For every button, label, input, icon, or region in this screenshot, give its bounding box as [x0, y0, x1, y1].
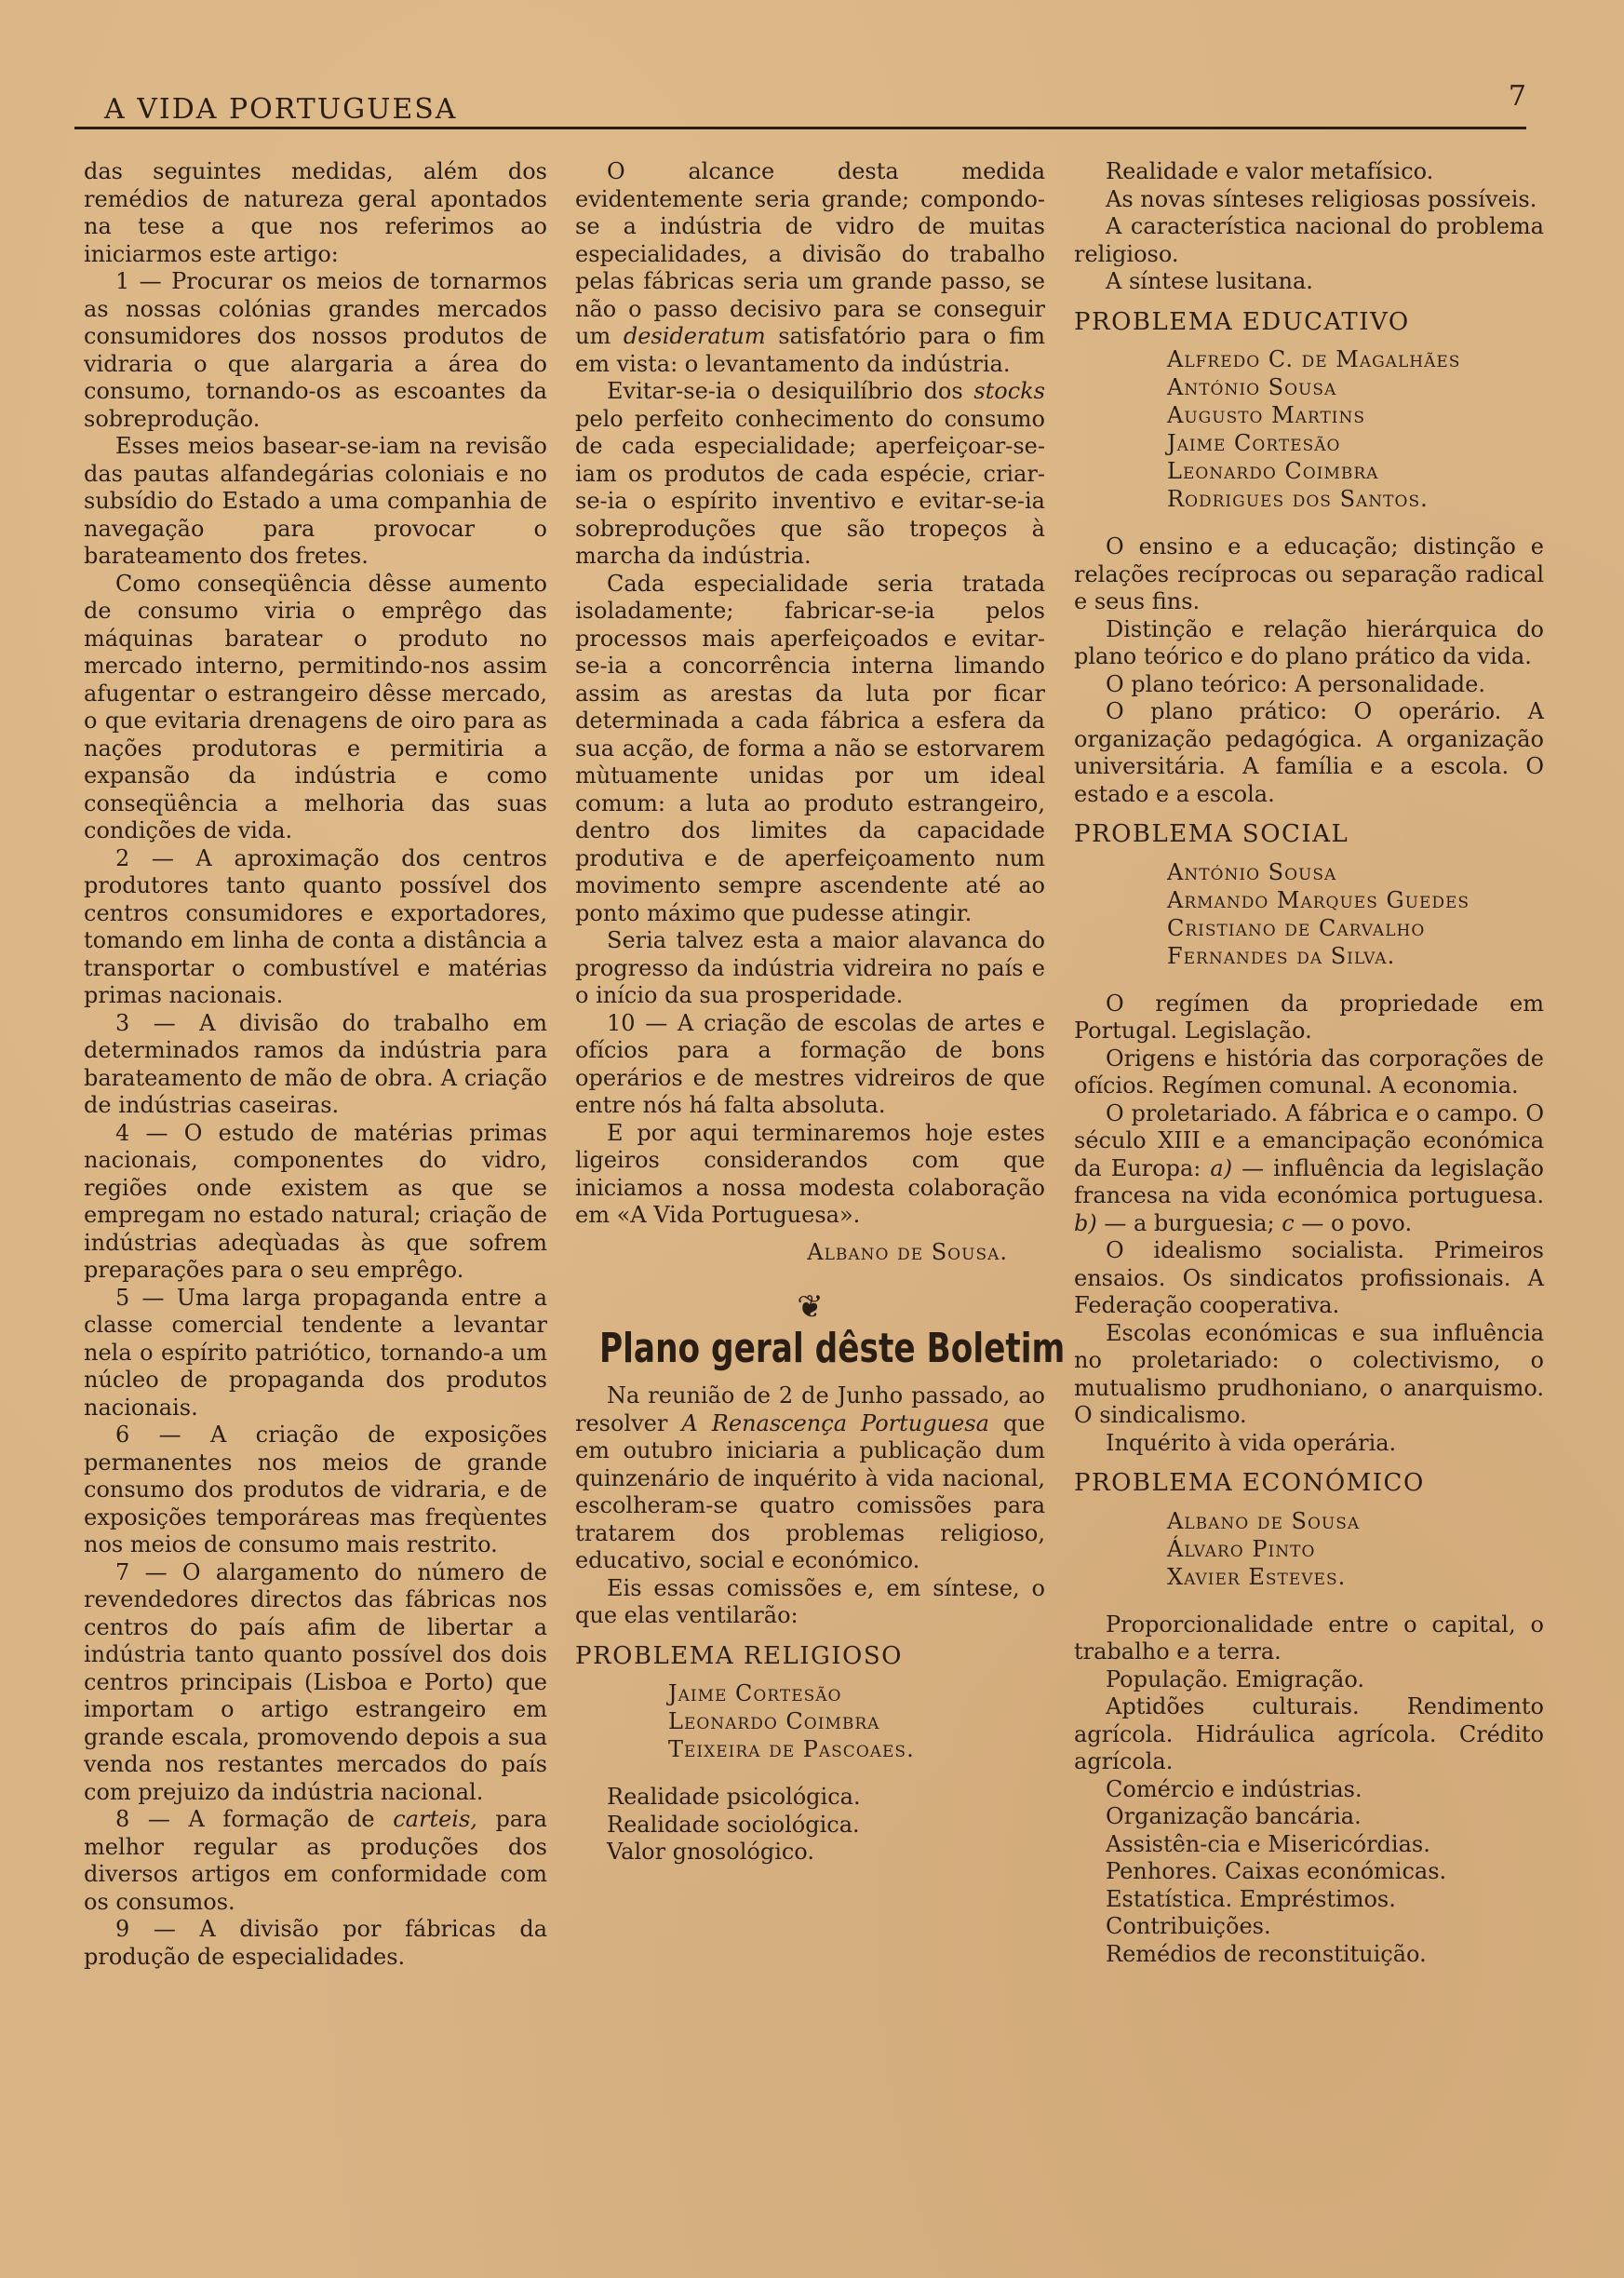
paragraph: 1 — Procurar os meios de tornarmos as nossas colónias grandes mercados consumidores dos nossos produtos de vidraria o que alargaria a área do consumo, tornando-os as escoantes da sobreprodução. — [84, 268, 547, 432]
paragraph: Seria talvez esta a maior alavanca do progresso da indústria vidreira no país e o início da sua prosperidade. — [575, 927, 1045, 1008]
member-name: António Sousa — [1167, 858, 1337, 885]
member-name: Leonardo Coimbra — [1167, 458, 1379, 484]
paragraph: 2 — A aproximação dos centros produtores tanto quanto possível dos centros consumidores e exportadores, tomando em linha de conta a distância a transportar o combustível e matérias primas nacionais. — [84, 844, 547, 1008]
topic: O plano prático: O operário. A organização pedagógica. A organização universitária. A família e a escola. O estado e a escola. — [1074, 698, 1544, 807]
heading-religious: PROBLEMA RELIGIOSO — [575, 1641, 903, 1670]
paragraph: 6 — A criação de exposições permanentes nos meios de grande consumo dos produtos de vidraria, e de exposições temporáreas mas freqùentes nos meios de consumo mais restrito. — [84, 1422, 547, 1557]
topic: Proporcionalidade entre o capital, o trabalho e a terra. — [1074, 1611, 1544, 1665]
paragraph: 3 — A divisão do trabalho em determinados ramos da indústria para barateamento de mão de obra. A criação de indústrias caseiras. — [84, 1009, 547, 1118]
topic: Inquérito à vida operária. — [1106, 1429, 1397, 1456]
topic: Realidade e valor metafísico. — [1106, 158, 1434, 184]
masthead: A VIDA PORTUGUESA — [104, 93, 458, 126]
topic: Organização bancária. — [1106, 1803, 1362, 1829]
paragraph: Na reunião de 2 de Junho passado, ao resolver A Renascença Portuguesa que em outubro iniciaria a publicação dum quinzenário de inquérito à vida nacional, escolheram-se quatro comissões para tratarem dos problemas religioso, educativo, social e económico. — [575, 1382, 1045, 1573]
topic: O idealismo socialista. Primeiros ensaios. Os sindicatos profissionais. A Federação cooperativa. — [1074, 1237, 1544, 1318]
topic: Penhores. Caixas económicas. — [1106, 1858, 1447, 1884]
members-religious — [668, 1679, 1045, 1763]
column-2 — [575, 158, 1066, 1867]
topic: Estatística. Empréstimos. — [1106, 1885, 1396, 1912]
topic: Origens e história das corporações de ofícios. Regímen comunal. A economia. — [1074, 1045, 1544, 1099]
topic: O regímen da propriedade em Portugal. Legislação. — [1074, 990, 1544, 1044]
topic: Realidade sociológica. — [607, 1811, 860, 1838]
paragraph: das seguintes medidas, além dos remédios de natureza geral apontados na tese a que nos referimos ao iniciarmos este artigo: — [84, 158, 547, 267]
member-name: Rodrigues dos Santos. — [1167, 486, 1429, 512]
column-1 — [84, 158, 547, 1971]
member-name: António Sousa — [1167, 374, 1337, 400]
topic: Aptidões culturais. Rendimento agrícola. Hidráulica agrícola. Crédito agrícola. — [1074, 1693, 1544, 1774]
paragraph: Como conseqüência dêsse aumento de consumo viria o emprêgo das máquinas baratear o produto no mercado interno, permitindo-nos assim afugentar o estrangeiro dêsse mercado, o que evitaria drenagens de oiro para as nações produtoras e permitiria a expansão da indústria e como conseqüência a melhoria das suas condições de vida. — [84, 570, 547, 843]
author-signature: Albano de Sousa. — [807, 1238, 1008, 1265]
members-educational — [1167, 345, 1544, 513]
paragraph: Esses meios basear-se-iam na revisão das pautas alfandegárias coloniais e no subsídio do Estado a uma companhia de navegação para provocar o barateamento dos fretes. — [84, 433, 547, 569]
heading-educational: PROBLEMA EDUCATIVO — [1074, 307, 1410, 336]
topic: O plano teórico: A personalidade. — [1106, 670, 1485, 697]
member-name: Teixeira de Pascoaes. — [668, 1736, 915, 1762]
paragraph: 8 — A formação de carteis, para melhor regular as produções dos diversos artigos em conformidade com os consumos. — [84, 1806, 547, 1915]
members-economic — [1167, 1507, 1544, 1591]
paragraph: E por aqui terminaremos hoje estes ligeiros considerandos com que iniciamos a nossa modesta colaboração em «A Vida Portuguesa». — [575, 1119, 1045, 1228]
column-3 — [1074, 158, 1544, 1968]
member-name: Armando Marques Guedes — [1167, 886, 1470, 913]
topic: A característica nacional do problema religioso. — [1074, 213, 1544, 267]
topic: Distinção e relação hierárquica do plano teórico e do plano prático da vida. — [1074, 615, 1544, 669]
page-number: 7 — [1508, 80, 1526, 113]
members-social — [1167, 858, 1544, 970]
member-name: Cristiano de Carvalho — [1167, 914, 1426, 941]
paragraph: 10 — A criação de escolas de artes e ofícios para a formação de bons operários e de mestres vidreiros de que entre nós há falta absoluta. — [575, 1009, 1045, 1118]
member-name: Álvaro Pinto — [1167, 1535, 1316, 1562]
member-name: Xavier Esteves. — [1167, 1563, 1347, 1590]
header-rule — [74, 127, 1526, 129]
heading-economic: PROBLEMA ECONÓMICO — [1074, 1469, 1425, 1497]
member-name: Albano de Sousa — [1167, 1507, 1361, 1534]
member-name: Jaime Cortesão — [668, 1680, 842, 1706]
topic: População. Emigração. — [1106, 1665, 1364, 1692]
paragraph: Cada especialidade seria tratada isoladamente; fabricar-se-ia pelos processos mais aperfeiçoados e evitar-se-ia a concorrência interna limando assim as arestas da luta por ficar determinada a cada fábrica a esfera da sua acção, de forma a não se estorvarem mùtuamente unidas por um ideal comum: a luta ao produto estrangeiro, dentro dos limites da capacidade produtiva e de aperfeiçoamento num movimento sempre ascendente até ao ponto máximo que pudesse atingir. — [575, 570, 1045, 926]
member-name: Augusto Martins — [1167, 402, 1366, 428]
paragraph: Eis essas comissões e, em síntese, o que elas ventilarão: — [575, 1574, 1045, 1628]
member-name: Leonardo Coimbra — [668, 1708, 880, 1734]
topic: Remédios de reconstituição. — [1106, 1940, 1427, 1967]
topic: Contribuições. — [1106, 1913, 1271, 1939]
paragraph: 7 — O alargamento do número de revendedores directos das fábricas nos centros do país afim de libertar a indústria tanto quanto possível dos dois centros principais (Lisboa e Porto) que importam o artigo estrangeiro em grande escala, promovendo depois a sua venda nos restantes mercados do país com prejuizo da indústria nacional. — [84, 1558, 547, 1805]
topic: As novas sínteses religiosas possíveis. — [1106, 185, 1537, 212]
topic: Assistên-cia e Misericórdias. — [1106, 1830, 1430, 1857]
member-name: Fernandes da Silva. — [1167, 942, 1396, 969]
paragraph: 5 — Uma larga propaganda entre a classe comercial tendente a levantar nela o espírito patriótico, tornando-a um núcleo de propaganda dos produtos nacionais. — [84, 1284, 547, 1421]
member-name: Alfredo C. de Magalhães — [1167, 346, 1461, 372]
paragraph: O alcance desta medida evidentemente seria grande; compondo-se a indústria de vidro de muitas especialidades, a divisão do trabalho pelas fábricas seria um grande passo, se não o passo decisivo para se conseguir um desideratum satisfatório para o fim em vista: o levantamento da indústria. — [575, 158, 1046, 377]
topic: Realidade psicológica. — [607, 1784, 861, 1810]
topic: O ensino e a educação; distinção e relações recíprocas ou separação radical e seus fins. — [1074, 533, 1544, 614]
topic: Valor gnosológico. — [607, 1839, 814, 1865]
paragraph: 9 — A divisão por fábricas da produção de especialidades. — [84, 1916, 547, 1970]
paragraph: Evitar-se-ia o desiquilíbrio dos stocks pelo perfeito conhecimento do consumo de cada especialidade; aperfeiçoar-se-iam os produtos de cada espécie, criar-se-ia o espírito inventivo e evitar-se-ia sobreproduções que são tropeços à marcha da indústria. — [575, 378, 1045, 569]
heading-social: PROBLEMA SOCIAL — [1074, 820, 1349, 848]
section-title: Plano geral dêste Boletim — [599, 1324, 1066, 1372]
fleuron-icon: ❦ — [797, 1288, 824, 1326]
member-name: Jaime Cortesão — [1167, 430, 1341, 456]
topic: A síntese lusitana. — [1106, 268, 1313, 294]
topic: Comércio e indústrias. — [1106, 1775, 1362, 1802]
paragraph: 4 — O estudo de matérias primas nacionais, componentes do vidro, regiões onde existem as que se empregam no estado natural; criação de indústrias adeqùadas às que sofrem preparações para o seu emprêgo. — [84, 1119, 547, 1283]
page-header — [74, 80, 1526, 127]
topic: O proletariado. A fábrica e o campo. O século XIII e a emancipação económica da Europa: a) — influência da legislação francesa na vida económica portuguesa. b) — a burguesia; c — o povo. — [1074, 1099, 1544, 1236]
topic: Escolas económicas e sua influência no proletariado: o colectivismo, o mutualismo prudhoniano, o anarquismo. O sindicalismo. — [1074, 1319, 1544, 1428]
